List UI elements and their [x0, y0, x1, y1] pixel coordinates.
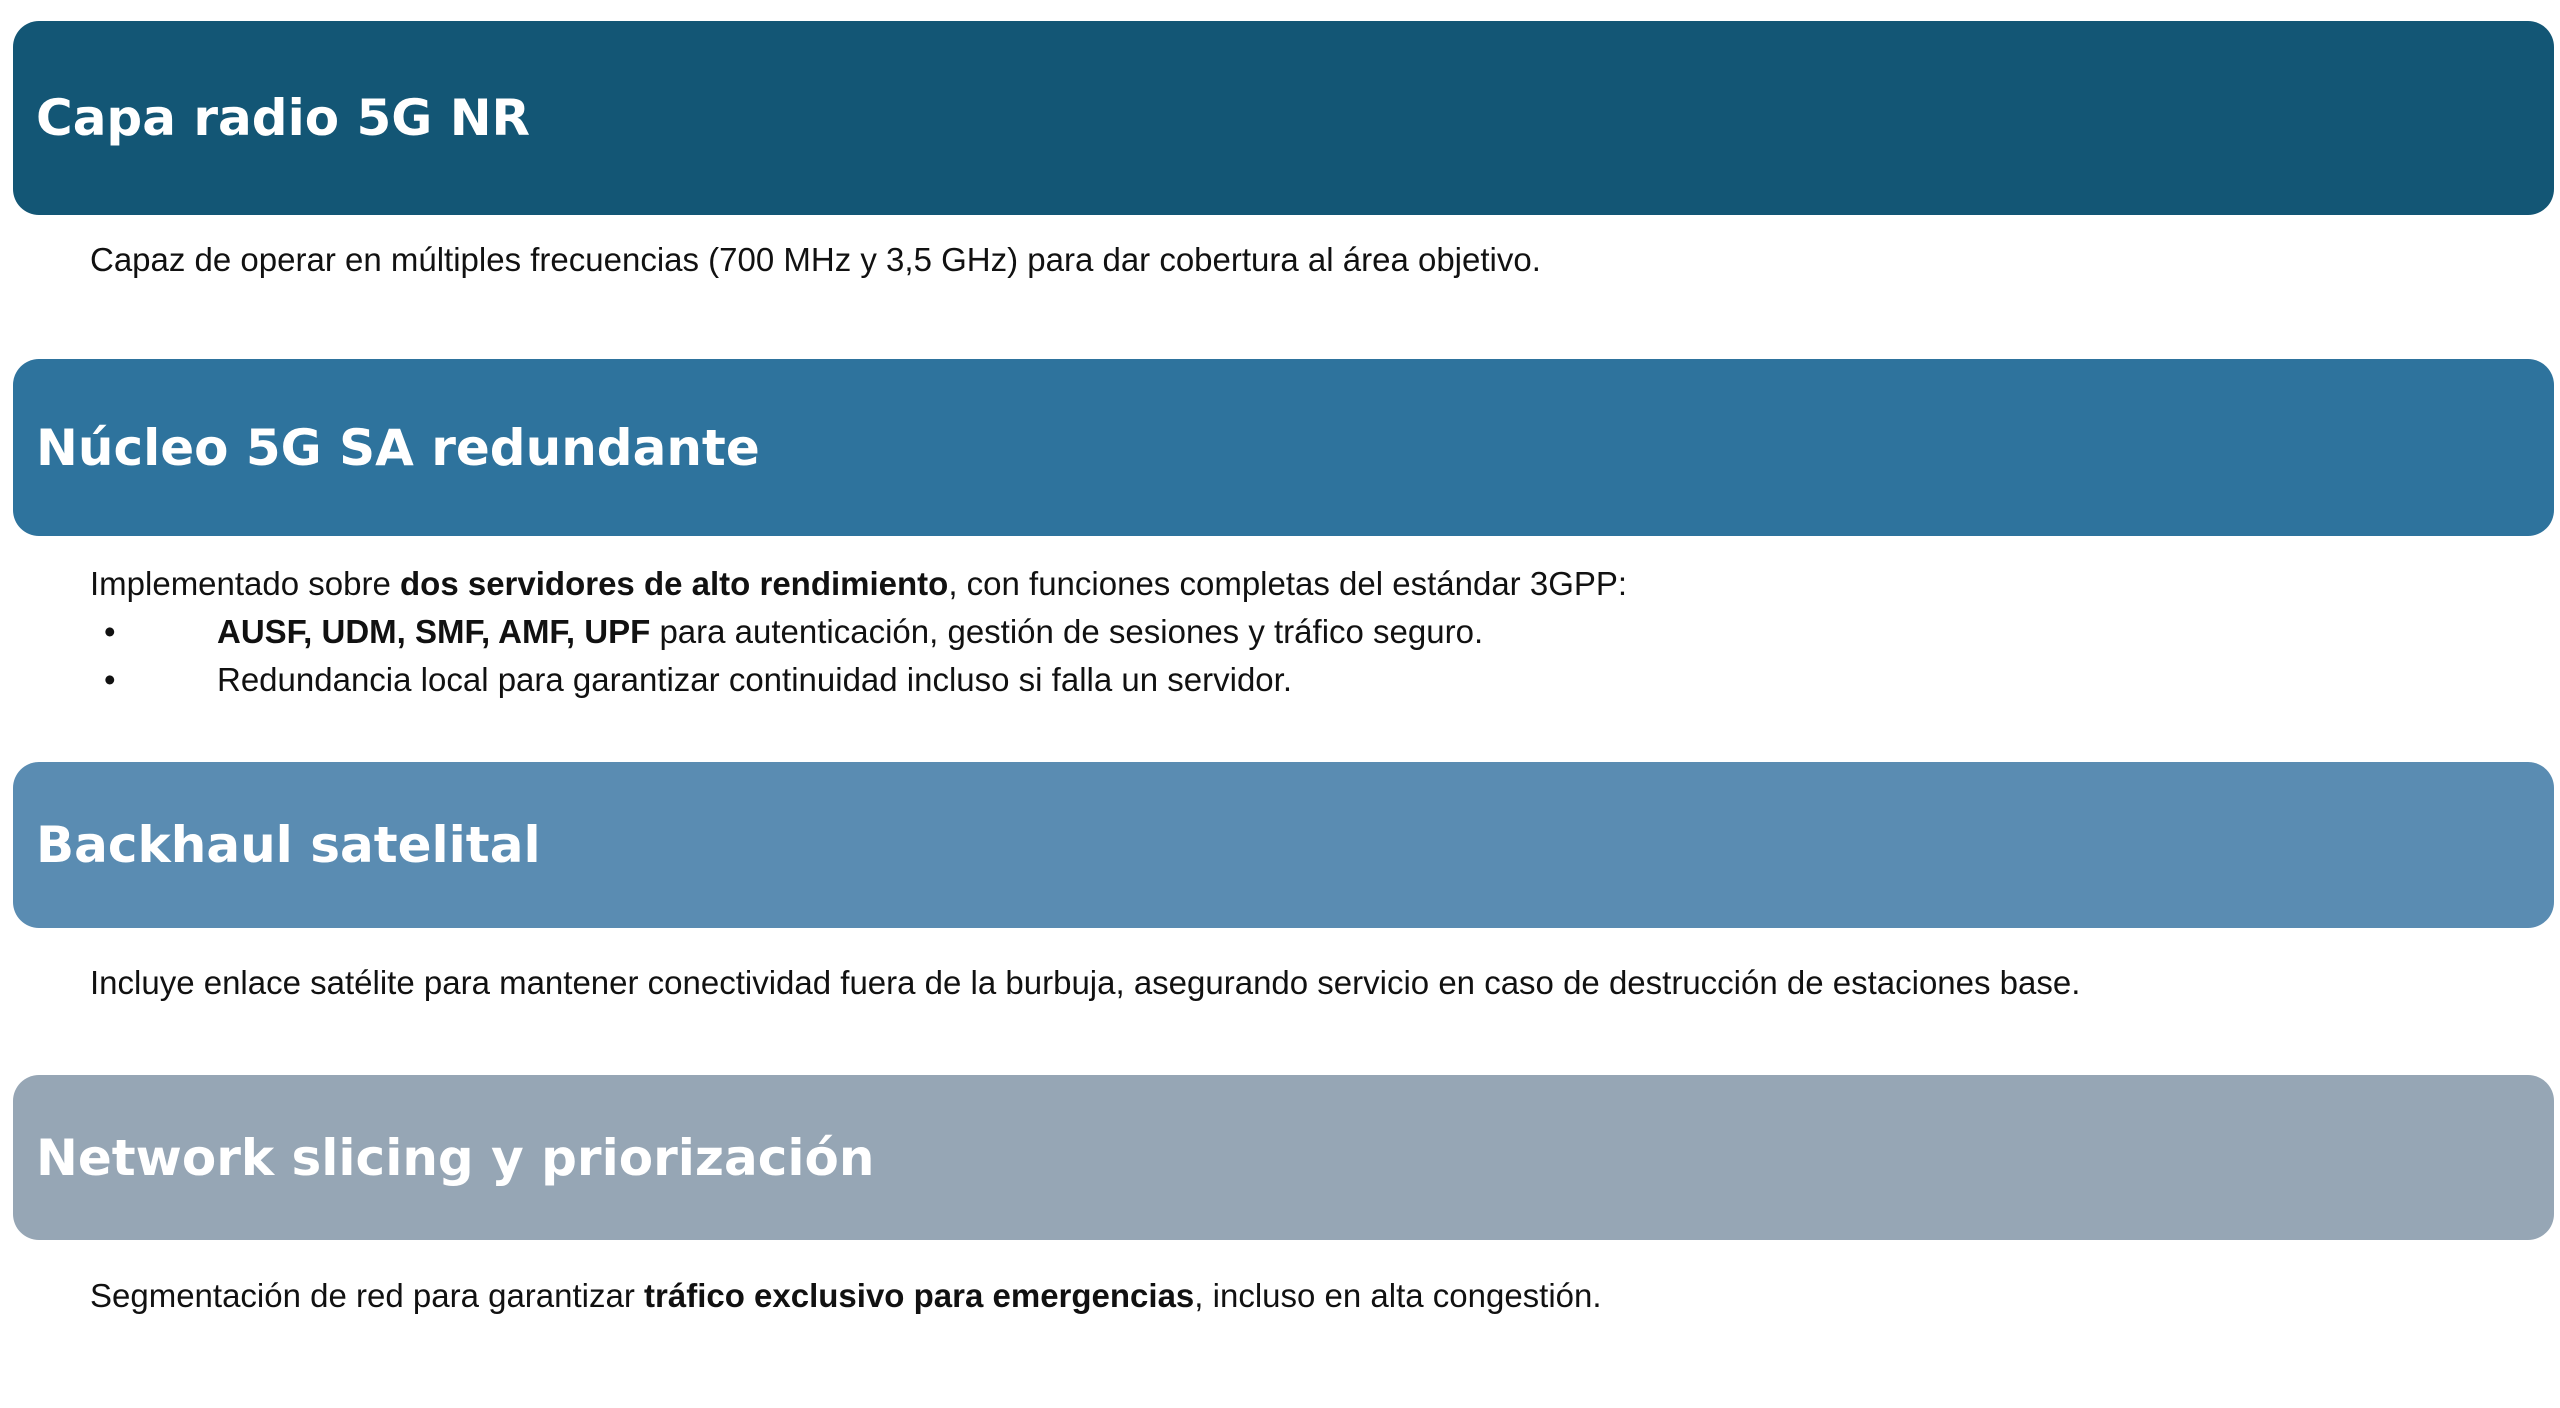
section-header-radio [13, 21, 2554, 215]
section-desc-radio [90, 236, 1541, 284]
desc-text-post: , incluso en alta congestión. [1194, 1277, 1602, 1314]
bullet-text: para autenticación, gestión de sesiones y tráfico seguro. [650, 613, 1484, 650]
desc-text: Incluye enlace satélite para mantener conectividad fuera de la burbuja, asegurando servicio en caso de destrucción de estaciones base. [90, 964, 2081, 1001]
bullet-item-functions [100, 608, 1483, 656]
section-title-backhaul: Backhaul satelital [36, 816, 541, 874]
desc-text: Capaz de operar en múltiples frecuencias (700 MHz y 3,5 GHz) para dar cobertura al área objetivo. [90, 241, 1541, 278]
section-title-slicing: Network slicing y priorización [36, 1128, 875, 1187]
desc-text-post: , con funciones completas del estándar 3GPP: [948, 565, 1628, 602]
section-title-radio: Capa radio 5G NR [36, 89, 531, 147]
section-header-core [13, 359, 2554, 536]
desc-text-pre: Segmentación de red para garantizar [90, 1277, 645, 1314]
bullet-bold: AUSF, UDM, SMF, AMF, UPF [217, 613, 651, 650]
section-header-backhaul [13, 762, 2554, 928]
section-desc-backhaul [90, 959, 2080, 1007]
core-bullet-list [100, 608, 1483, 704]
section-desc-core [90, 560, 1627, 608]
section-desc-slicing [90, 1272, 1602, 1320]
desc-text-bold: dos servidores de alto rendimiento [400, 565, 949, 602]
section-title-core: Núcleo 5G SA redundante [36, 418, 760, 477]
bullet-icon: • [104, 661, 116, 698]
bullet-item-redundancy [100, 656, 1483, 704]
bullet-text: Redundancia local para garantizar continuidad incluso si falla un servidor. [217, 661, 1292, 698]
bullet-icon: • [104, 613, 116, 650]
section-header-slicing [13, 1075, 2554, 1240]
desc-text-bold: tráfico exclusivo para emergencias [644, 1277, 1195, 1314]
desc-text-pre: Implementado sobre [90, 565, 401, 602]
